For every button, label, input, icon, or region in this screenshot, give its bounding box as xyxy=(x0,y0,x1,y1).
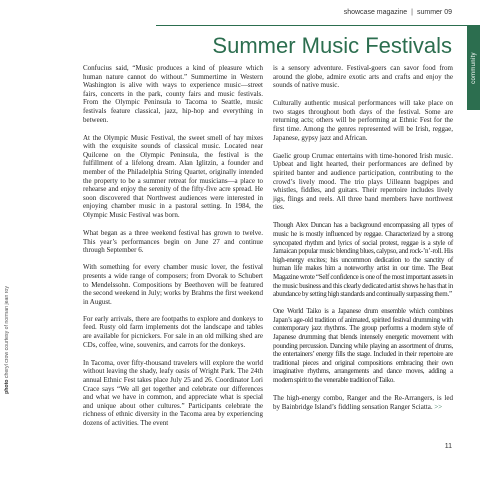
article-title: Summer Music Festivals xyxy=(212,33,452,58)
continue-marker: >> xyxy=(434,402,443,411)
publication-name: showcase magazine xyxy=(343,9,408,16)
photo-credit-text: cheryl crow courtesy of norman jean roy xyxy=(4,286,10,379)
paragraph-last xyxy=(273,394,453,411)
header-separator: | xyxy=(411,9,413,16)
page-header xyxy=(344,9,452,16)
paragraph: What began as a three weekend festival has grown to twelve. This year’s performances begin on June 27 and continue through September 6. xyxy=(83,229,263,255)
paragraph: One World Taiko is a Japanese drum ensemble which combines Japan’s age-old tradition of animated, spirited festival drumming with contemporary jazz rhythms. The group performs a modern style of Japanese drumming that blends intensely energetic movement with pounding percussion. Dancing while playing an assortment of drums, the entertainers’ energy fills the stage. Included in their repertoire are traditional pieces and original compositions embracing their own imaginative rhythms, arrangements and dance moves, adding a modern spirit to the venerable tradition of Taiko. xyxy=(273,307,453,384)
paragraph: With something for every chamber music lover, the festival presents a wide range of composers; from Dvorak to Schubert to Mendelssohn. Compositions by Beethoven will be featured the second weekend in July; works by Brahms the first weekend in August. xyxy=(83,263,264,306)
paragraph: At the Olympic Music Festival, the sweet smell of hay mixes with the exquisite sounds of classical music. Located near Quilcene on the Olympic Peninsula, the festival is the fulfillment of a lifelong dream. Alan Iglitzin, a founder and member of the Philadelphia String Quartet, originally intended the property to be a summer retreat for musicians—a place to rehearse and enjoy the serenity of the fifty-five acre spread. He soon discovered that Northwest audiences were interested in enjoying chamber music in a pastoral setting. In 1984, the Olympic Music Festival was born. xyxy=(83,133,263,219)
paragraph-text: The high-energy combo, Ranger and the Re-Arrangers, is led by Bainbridge Island’s fiddling sensation Ranger Sciatta. xyxy=(273,394,453,411)
header-rule xyxy=(156,25,480,26)
photo-credit-label: photo xyxy=(4,379,10,394)
section-tab-label: community xyxy=(470,52,477,84)
paragraph: For early arrivals, there are footpaths to explore and donkeys to feed. Rusty old farm implements dot the landscape and tables are available for picnickers. For sale in an old milking shed are CDs, coffee, wine, souvenirs, and carrots for the donkeys. xyxy=(83,314,263,349)
paragraph: In Tacoma, over fifty-thousand travelers will explore the world without leaving the shady, leafy oasis of Wright Park. The 24th annual Ethnic Fest takes place July 25 and 26. Coordinator Lori Crace says “We all get together and celebrate our differences and what we have in common, and appreciate what is special and unique about other cultures.” Participants celebrate the richness of ethnic diversity in the Tacoma area by experiencing dozens of activities. The event xyxy=(83,358,263,427)
paragraph: Though Alex Duncan has a background encompassing all types of music he is mostly influenced by reggae. Characterized by a strong syncopated rhythm and lyrics of social protest, reggae is a style of Jamaican popular music blending blues, calypso, and rock-’n’-roll. His high-energy excites; his uncommon dedication to the sanctity of human life makes him a noteworthy artist in our time. The Beat Magazine wrote “Self confidence is one of the most important assets in the music business and this clearly dedicated artist shows he has that in abundance by setting high standards and continually surpassing them.” xyxy=(273,221,453,299)
paragraph: Gaelic group Crumac entertains with time-honored Irish music. Upbeat and light hearted, their performances are defined by spirited banter and audience participation, contributing to the crowd’s lively mood. The trio plays Uilleann bagpipes and whistles, fiddles, and guitars. Their repertoire includes lively jigs, flings and reels. All three band members have northwest ties. xyxy=(273,151,453,212)
article-column-right xyxy=(273,64,453,411)
paragraph: Culturally authentic musical performances will take place on two stages throughout both days of the festival. Some are returning acts; others will be performing at Ethnic Fest for the first time. Among the genres represented will be Irish, reggae, Japanese, gypsy jazz and African. xyxy=(273,99,453,142)
article-column-left xyxy=(83,64,263,427)
paragraph: Confucius said, “Music produces a kind of pleasure which human nature cannot do without.” Summertime in Western Washington is alive with ways to experience music—street fairs, concerts in the park, county fairs and music festivals. From the Olympic Peninsula to Tacoma to Seattle, music festivals feature classical, jazz, hip-hop and everything in between. xyxy=(83,64,263,124)
photo-credit xyxy=(0,240,14,440)
paragraph: is a sensory adventure. Festival-goers can savor food from around the globe, admire exotic arts and crafts and enjoy the sounds of native music. xyxy=(273,64,453,90)
section-tab xyxy=(467,26,480,110)
issue-label: summer 09 xyxy=(416,9,452,16)
page-number: 11 xyxy=(444,443,452,450)
